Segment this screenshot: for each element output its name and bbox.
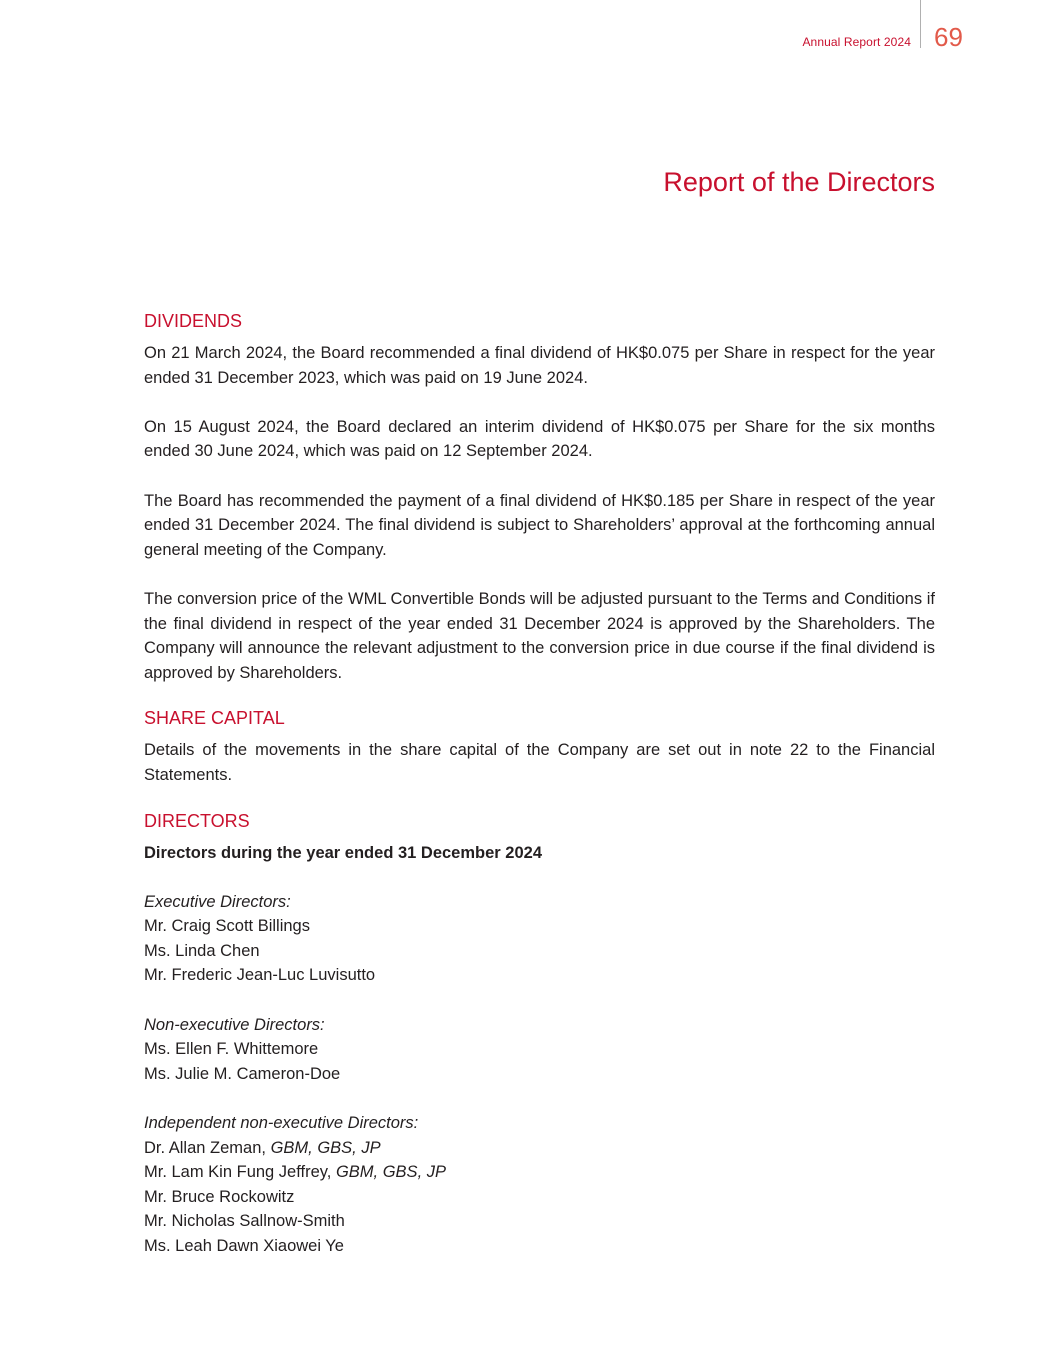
director-name: Ms. Ellen F. Whittemore: [144, 1040, 319, 1059]
director-name: Mr. Frederic Jean-Luc Luvisutto: [144, 966, 376, 985]
dividends-paragraph: The conversion price of the WML Convertible Bonds will be adjusted pursuant to the Terms and Conditions if the final dividend in respect of the year ended 31 December 2024 is approved by the Shareholders. The Company will announce the relevant adjustment to the conversion price in due course if the final dividend is approved by Shareholders.: [144, 589, 935, 682]
share-capital-section: [144, 707, 935, 787]
director-honours: GBM, GBS, JP: [270, 1138, 381, 1157]
header-divider: [920, 0, 921, 48]
director-name: Ms. Leah Dawn Xiaowei Ye: [144, 1237, 344, 1255]
dividends-paragraph: The Board has recommended the payment of a final dividend of HK$0.185 per Share in respect of the year ended 31 December 2024. The final dividend is subject to Shareholders’ approval at the forthcoming annual general meeting of the Company.: [144, 491, 935, 559]
director-entry: [144, 1209, 935, 1234]
non-executive-directors-group: [144, 1013, 935, 1087]
directors-section: [144, 810, 935, 1259]
share-capital-paragraph: Details of the movements in the share capital of the Company are set out in note 22 to the Financial Statements.: [144, 741, 935, 784]
independent-directors-title: Independent non-executive Directors:: [144, 1114, 419, 1133]
director-entry: [144, 1160, 935, 1185]
executive-directors-title: Executive Directors:: [144, 892, 291, 911]
director-name: Mr. Bruce Rockowitz: [144, 1187, 295, 1206]
share-capital-heading: SHARE CAPITAL: [144, 708, 285, 729]
non-executive-directors-title: Non-executive Directors:: [144, 1015, 325, 1034]
dividends-paragraph: On 21 March 2024, the Board recommended a final dividend of HK$0.075 per Share in respect for the year ended 31 December 2023, which was paid on 19 June 2024.: [144, 344, 935, 387]
directors-subheading: Directors during the year ended 31 December 2024: [144, 843, 542, 862]
executive-directors-group: [144, 890, 935, 988]
page-number: 69: [934, 22, 963, 52]
dividends-paragraph: On 15 August 2024, the Board declared an interim dividend of HK$0.075 per Share for the six months ended 30 June 2024, which was paid on 12 September 2024.: [144, 417, 935, 461]
directors-heading: DIRECTORS: [144, 810, 250, 831]
director-entry: [144, 1136, 935, 1161]
dividends-section: [144, 310, 935, 685]
director-honours: GBM, GBS, JP: [335, 1163, 446, 1182]
director-name: Mr. Nicholas Sallnow-Smith: [144, 1212, 345, 1231]
director-name: Dr. Allan Zeman,: [144, 1138, 271, 1157]
report-content: [144, 310, 935, 1283]
director-name: Ms. Julie M. Cameron-Doe: [144, 1064, 341, 1083]
dividends-heading: DIVIDENDS: [144, 311, 243, 331]
independent-directors-group: [144, 1111, 935, 1259]
director-entry: [144, 1185, 935, 1210]
director-entry: [144, 1234, 935, 1259]
report-label: Annual Report 2024: [802, 35, 911, 49]
page-title: Report of the Directors: [663, 167, 935, 197]
director-name: Mr. Craig Scott Billings: [144, 917, 310, 936]
director-name: Mr. Lam Kin Fung Jeffrey,: [144, 1163, 336, 1182]
director-name: Ms. Linda Chen: [144, 941, 260, 960]
